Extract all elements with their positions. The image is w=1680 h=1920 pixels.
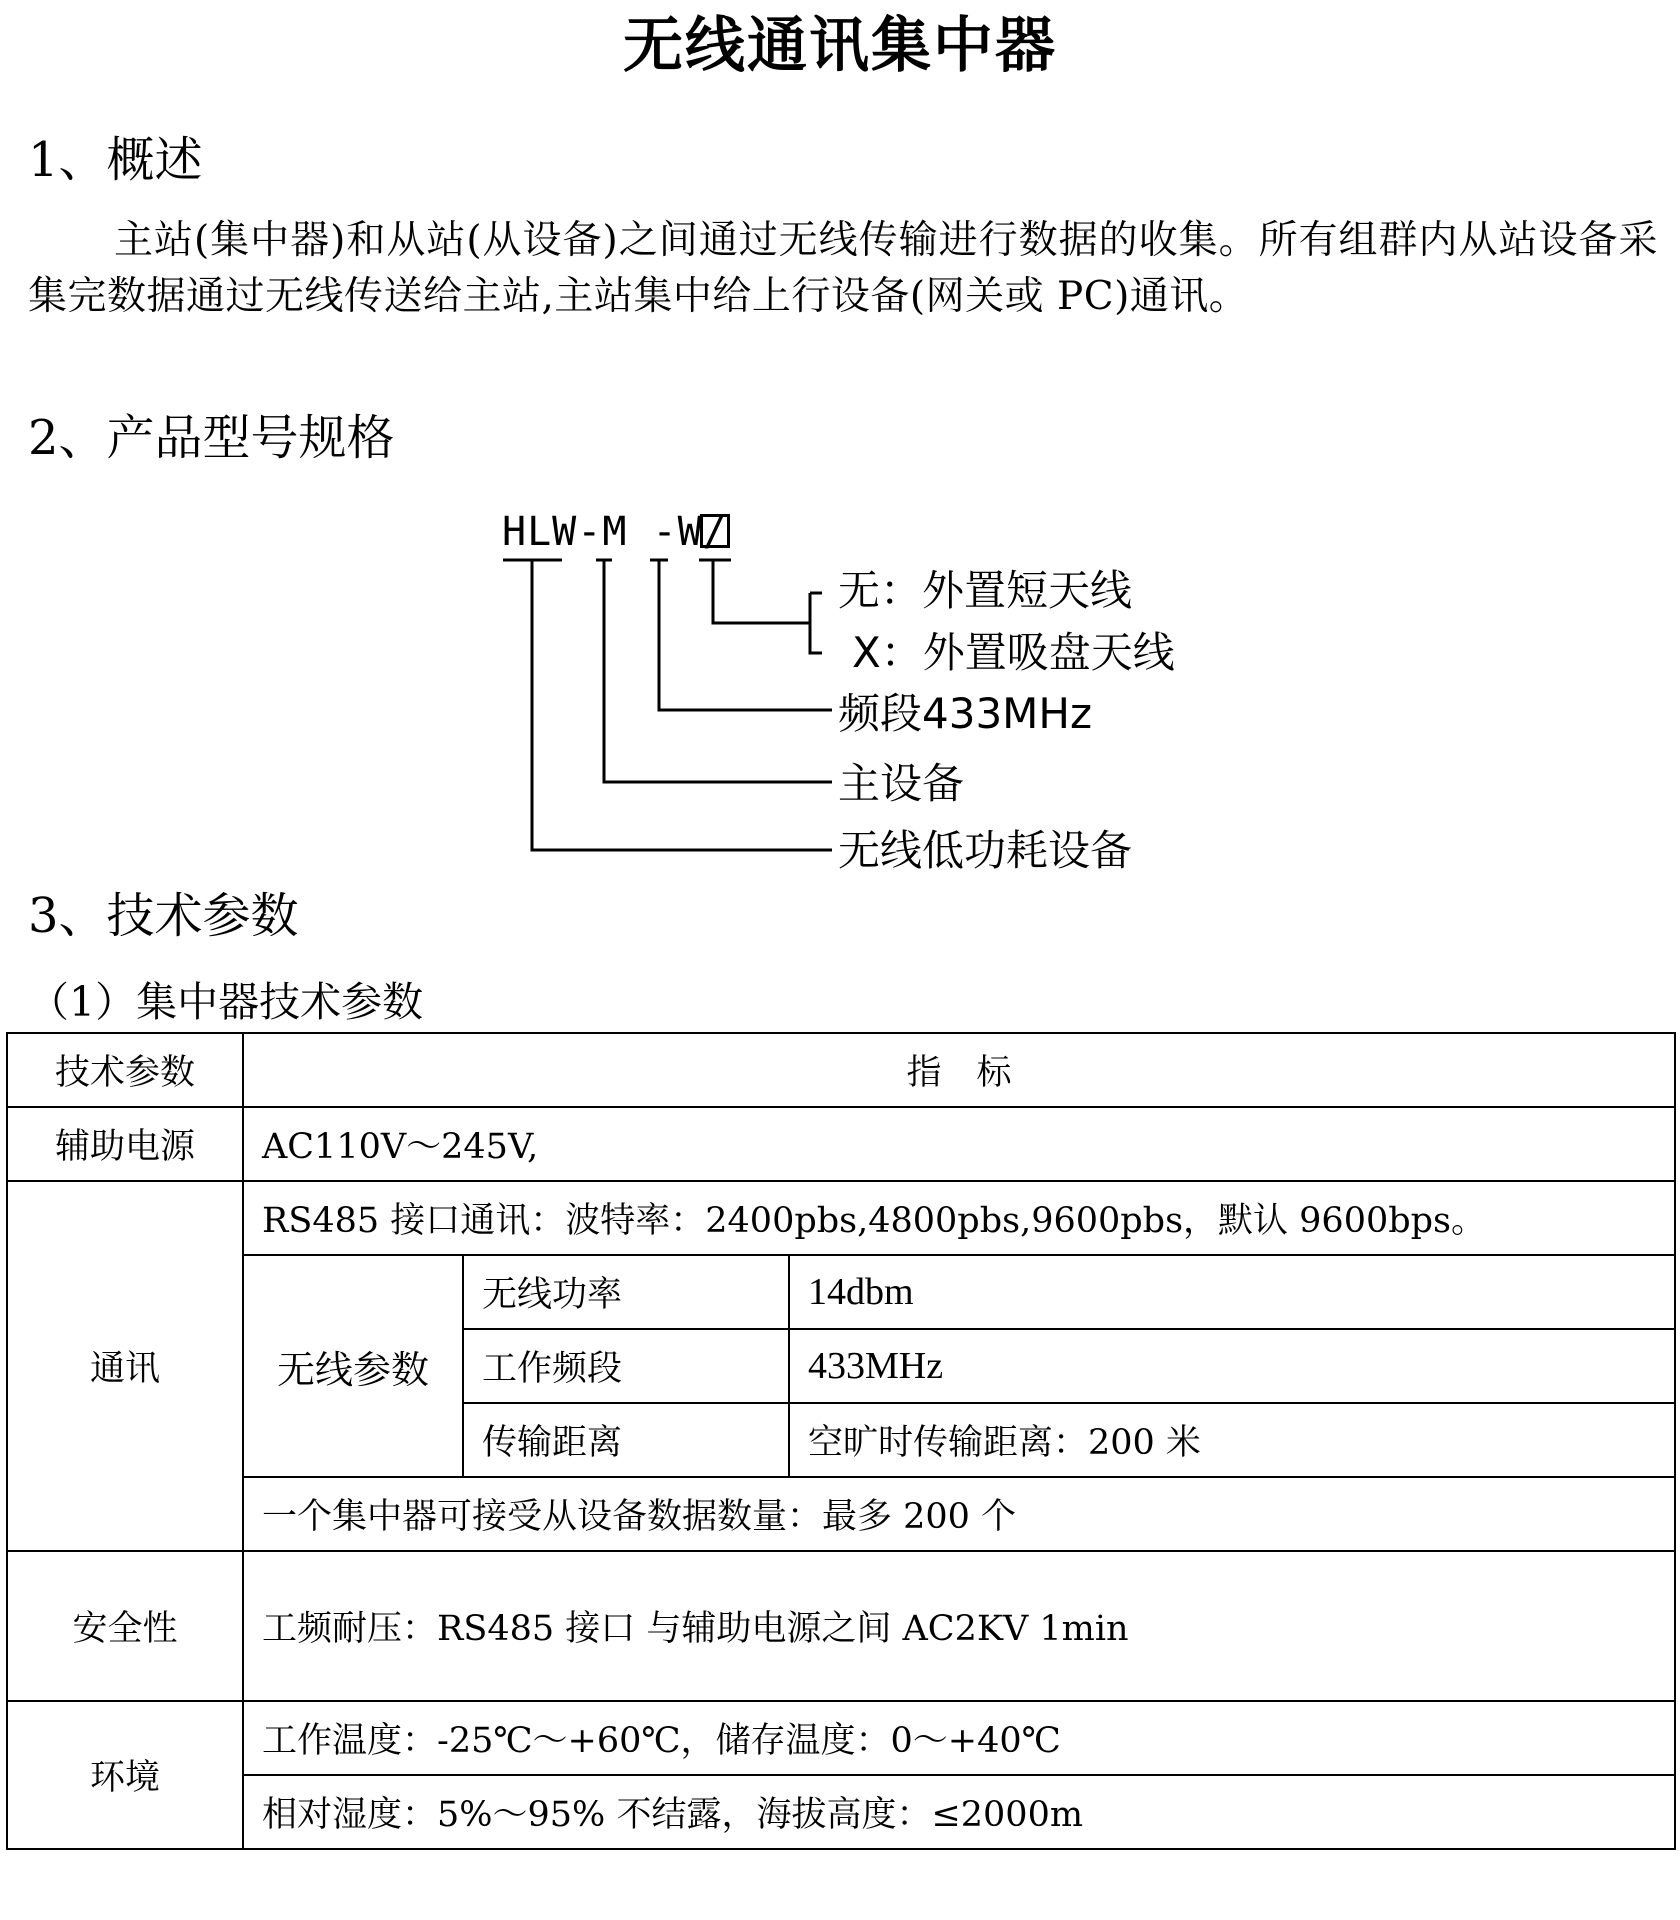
table-row-rs485: [7, 1181, 1675, 1255]
distance-name: 传输距离: [463, 1403, 789, 1477]
working-band-value: 433MHz: [789, 1329, 1675, 1403]
header-spec: 指 标: [243, 1033, 1675, 1107]
section-heading-overview: 1、概述: [28, 132, 203, 188]
header-param: 技术参数: [7, 1033, 243, 1107]
overview-paragraph: 主站(集中器)和从站(从设备)之间通过无线传输进行数据的收集。所有组群内从站设备采集完数据通过无线传送给主站,主站集中给上行设备(网关或 PC)通讯。: [28, 218, 1658, 319]
label-low-power-device: 无线低功耗设备: [838, 826, 1133, 875]
label-frequency-band: 频段433MHz: [838, 689, 1093, 738]
bracket-antenna: [810, 593, 822, 653]
rs485-value: RS485 接口通讯：波特率：2400pbs,4800pbs,9600pbs，默认 9600bps。: [243, 1181, 1675, 1255]
aux-power-label: 辅助电源: [7, 1107, 243, 1181]
table-row-aux-power: [7, 1107, 1675, 1181]
leader-lowpower: [532, 560, 832, 850]
table-row-safety: [7, 1551, 1675, 1701]
comm-label: 通讯: [7, 1181, 243, 1551]
leader-antenna: [713, 560, 810, 623]
leader-master: [604, 560, 832, 782]
capacity-value: 一个集中器可接受从设备数据数量：最多 200 个: [243, 1477, 1675, 1551]
wireless-power-value: 14dbm: [789, 1255, 1675, 1329]
section-heading-tech-params: 3、技术参数: [28, 888, 299, 944]
table-row-temperature: [7, 1701, 1675, 1775]
label-short-antenna: 无：外置短天线: [838, 566, 1133, 615]
table-header-row: [7, 1033, 1675, 1107]
wireless-power-name: 无线功率: [463, 1255, 789, 1329]
working-band-name: 工作频段: [463, 1329, 789, 1403]
label-master-device: 主设备: [838, 759, 965, 808]
table-row-capacity: [7, 1477, 1675, 1551]
spec-table: [6, 1032, 1676, 1850]
section-heading-model: 2、产品型号规格: [28, 410, 395, 466]
model-code: HLW-M -W/: [502, 509, 728, 555]
aux-power-value: AC110V～245V,: [243, 1107, 1675, 1181]
subheading-concentrator-params: （1）集中器技术参数: [28, 978, 424, 1026]
leader-band: [659, 560, 832, 710]
humidity-value: 相对湿度：5%～95% 不结露，海拔高度：≤2000m: [243, 1775, 1675, 1849]
wireless-params-label: 无线参数: [243, 1255, 463, 1477]
document-title: 无线通讯集中器: [623, 11, 1057, 81]
model-option-box: [700, 514, 730, 548]
label-suction-antenna: X：外置吸盘天线: [852, 628, 1175, 677]
safety-value: 工频耐压：RS485 接口 与辅助电源之间 AC2KV 1min: [243, 1551, 1675, 1701]
safety-label: 安全性: [7, 1551, 243, 1701]
distance-value: 空旷时传输距离：200 米: [789, 1403, 1675, 1477]
table-row-humidity: [7, 1775, 1675, 1849]
table-row-wireless-power: [7, 1255, 1675, 1329]
temperature-value: 工作温度：-25℃～+60℃，储存温度：0～+40℃: [243, 1701, 1675, 1775]
environment-label: 环境: [7, 1701, 243, 1849]
